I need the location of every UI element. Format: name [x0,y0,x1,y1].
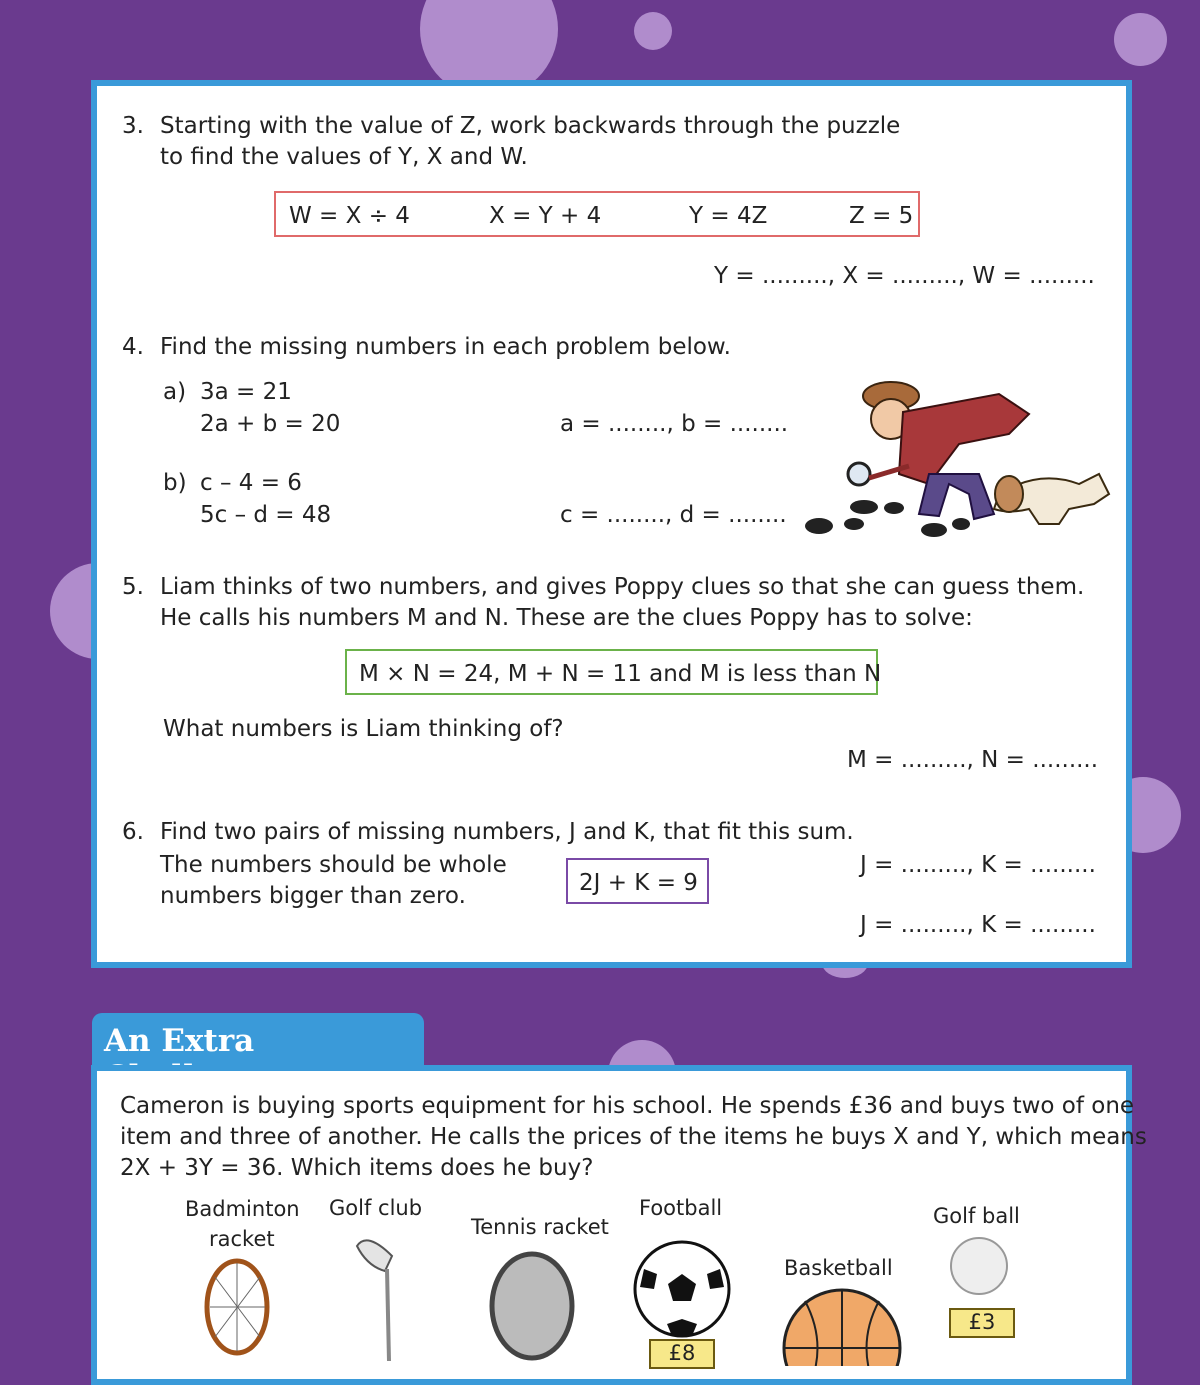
q6-line2: The numbers should be whole [160,852,507,878]
q6-answer2: J = ........., K = ......... [860,912,1096,938]
badminton-label-1: Badminton [185,1197,300,1221]
tennis-racket-label: Tennis racket [471,1215,609,1239]
q5-number: 5. [122,574,144,600]
q4a-answer: a = ........, b = ........ [560,411,789,437]
questions-panel [91,80,1132,968]
tennis-racket-icon [487,1251,577,1361]
q6-answer1: J = ........., K = ......... [860,852,1096,878]
q6-number: 6. [122,819,144,845]
q6-sum: 2J + K = 9 [579,870,698,896]
q6-line1: Find two pairs of missing numbers, J and K, that fit this sum. [160,819,854,845]
basketball-icon [780,1286,905,1366]
football-icon [632,1239,732,1339]
q3-line1: Starting with the value of Z, work backwards through the puzzle [160,113,901,139]
detective-with-dog-icon [799,374,1119,544]
q4a-eq1: 3a = 21 [200,379,292,405]
decorative-bubble [634,12,672,50]
q4b-eq2: 5c – d = 48 [200,502,332,528]
decorative-bubble [1114,13,1167,66]
extra-challenge-title: An Extra [104,1023,255,1059]
q3-eq-w: W = X ÷ 4 [289,203,410,229]
q5-question: What numbers is Liam thinking of? [163,716,564,742]
golf-ball-label: Golf ball [933,1204,1020,1228]
football-label: Football [639,1196,723,1220]
q3-answer: Y = ........., X = ........., W = ......... [714,263,1095,289]
football-price-tag: £8 [649,1339,715,1369]
q5-line2: He calls his numbers M and N. These are the clues Poppy has to solve: [160,605,973,631]
q5-clue: M × N = 24, M + N = 11 and M is less than N [359,661,882,687]
basketball-label: Basketball [784,1256,893,1280]
q4b-answer: c = ........, d = ........ [560,502,787,528]
q5-answer: M = ........., N = ......... [847,747,1099,773]
golf-club-icon [347,1231,407,1361]
q4b-eq1: c – 4 = 6 [200,470,302,496]
q4a-label: a) [163,379,187,405]
q3-eq-x: X = Y + 4 [489,203,602,229]
badminton-label-2: racket [209,1227,275,1251]
q4b-label: b) [163,470,187,496]
golf-ball-price-tag: £3 [949,1308,1015,1338]
extra-challenge-panel [91,1065,1147,1385]
q3-eq-z: Z = 5 [849,203,914,229]
challenge-line2: item and three of another. He calls the prices of the items he buys X and Y, which means [120,1124,1147,1150]
golf-club-label: Golf club [329,1196,423,1220]
q3-eq-y: Y = 4Z [689,203,768,229]
q4-number: 4. [122,334,144,360]
challenge-line3: 2X + 3Y = 36. Which items does he buy? [120,1155,594,1181]
golf-ball-icon [949,1236,1009,1296]
q5-line1: Liam thinks of two numbers, and gives Poppy clues so that she can guess them. [160,574,1085,600]
q4a-eq2: 2a + b = 20 [200,411,341,437]
extra-challenge-tab [92,1013,424,1071]
q3-number: 3. [122,113,144,139]
badminton-racket-icon [200,1257,275,1357]
challenge-line1: Cameron is buying sports equipment for his school. He spends £36 and buys two of one [120,1093,1135,1119]
q4-line1: Find the missing numbers in each problem below. [160,334,731,360]
q3-line2: to find the values of Y, X and W. [160,144,528,170]
q6-line3: numbers bigger than zero. [160,883,466,909]
